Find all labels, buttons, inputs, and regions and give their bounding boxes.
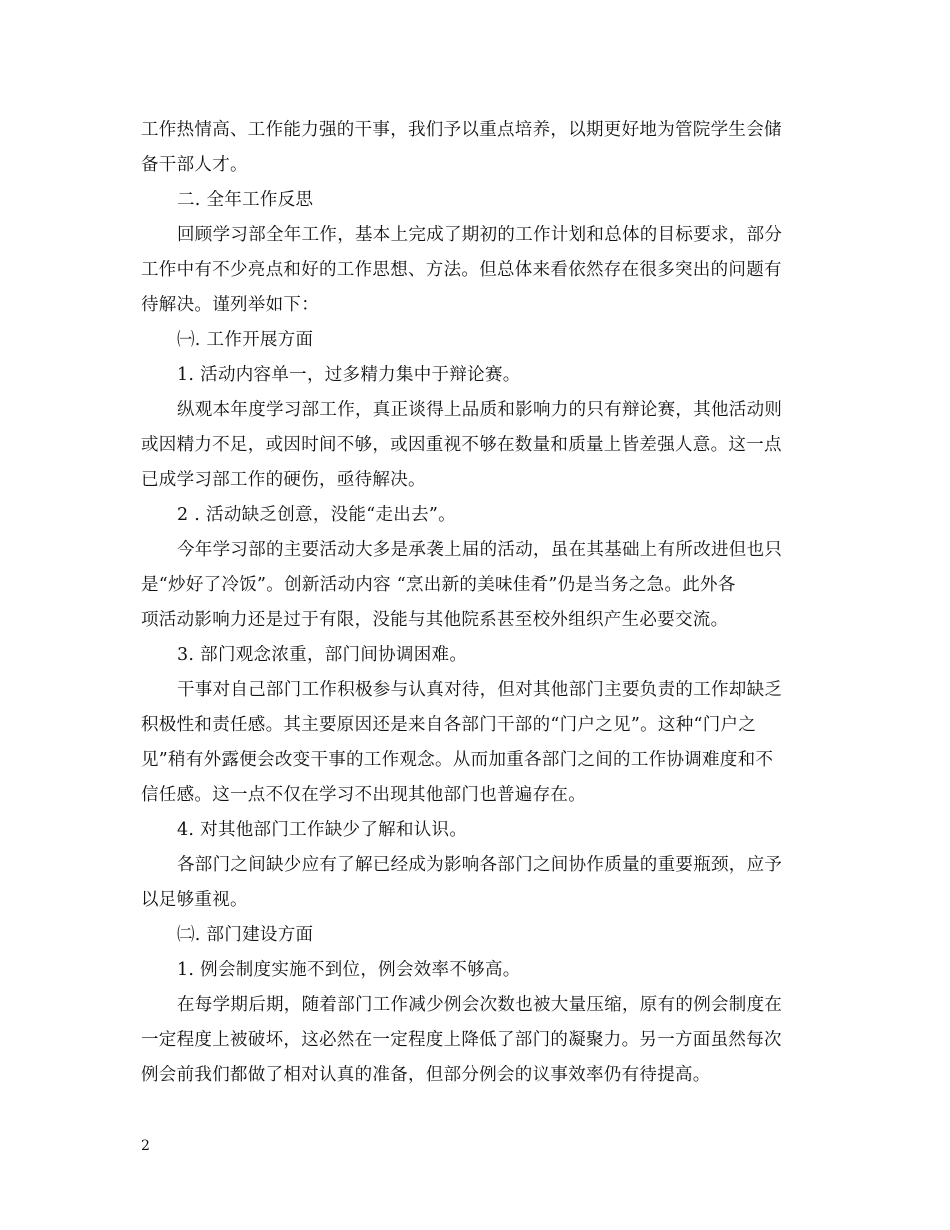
page-number: 2	[141, 1138, 150, 1154]
text-line: 项活动影响力还是过于有限，没能与其他院系甚至校外组织产生必要交流。	[141, 610, 729, 630]
text-line: 纵观本年度学习部工作，真正谈得上品质和影响力的只有辩论赛，其他活动则	[177, 400, 783, 420]
list-item-heading: 1. 活动内容单一，过多精力集中于辩论赛。	[177, 365, 521, 385]
text-line: 待解决。谨列举如下：	[141, 295, 319, 315]
text-line: 备干部人才。	[141, 155, 248, 175]
text-line: 或因精力不足，或因时间不够，或因重视不够在数量和质量上皆差强人意。这一点	[141, 435, 782, 455]
list-item-heading: 2 . 活动缺乏创意，没能“走出去”。	[177, 505, 456, 525]
text-line: 工作中有不少亮点和好的工作思想、方法。但总体来看依然存在很多突出的问题有	[141, 260, 782, 280]
text-line: 例会前我们都做了相对认真的准备，但部分例会的议事效率仍有待提高。	[141, 1065, 711, 1085]
subsection-heading: ㈡. 部门建设方面	[177, 925, 314, 945]
text-line: 工作热情高、工作能力强的干事，我们予以重点培养，以期更好地为管院学生会储	[141, 120, 782, 140]
list-item-heading: 4. 对其他部门工作缺少了解和认识。	[177, 820, 468, 840]
subsection-heading: ㈠. 工作开展方面	[177, 330, 314, 350]
text-line: 信任感。这一点不仅在学习不出现其他部门也普遍存在。	[141, 785, 586, 805]
text-line: 见”稍有外露便会改变干事的工作观念。从而加重各部门之间的工作协调难度和不	[141, 750, 774, 770]
text-line: 以足够重视。	[141, 890, 248, 910]
text-line: 在每学期后期，随着部门工作减少例会次数也被大量压缩，原有的例会制度在	[177, 995, 783, 1015]
document-body	[141, 113, 811, 1093]
text-line: 一定程度上被破坏，这必然在一定程度上降低了部门的凝聚力。另一方面虽然每次	[141, 1030, 782, 1050]
text-line: 积极性和责任感。其主要原因还是来自各部门干部的“门户之见”。这种“门户之	[141, 715, 757, 735]
text-line: 各部门之间缺少应有了解已经成为影响各部门之间协作质量的重要瓶颈，应予	[177, 855, 783, 875]
text-line: 回顾学习部全年工作，基本上完成了期初的工作计划和总体的目标要求，部分	[177, 225, 783, 245]
text-line: 今年学习部的主要活动大多是承袭上届的活动，虽在其基础上有所改进但也只	[177, 540, 783, 560]
list-item-heading: 1. 例会制度实施不到位，例会效率不够高。	[177, 960, 521, 980]
section-heading: 二. 全年工作反思	[177, 190, 314, 210]
text-line: 是“炒好了冷饭”。创新活动内容 “烹出新的美味佳肴”仍是当务之急。此外各	[141, 575, 736, 595]
text-line: 已成学习部工作的硬伤，亟待解决。	[141, 470, 426, 490]
text-line: 干事对自己部门工作积极参与认真对待，但对其他部门主要负责的工作却缺乏	[177, 680, 783, 700]
list-item-heading: 3. 部门观念浓重，部门间协调困难。	[177, 645, 468, 665]
